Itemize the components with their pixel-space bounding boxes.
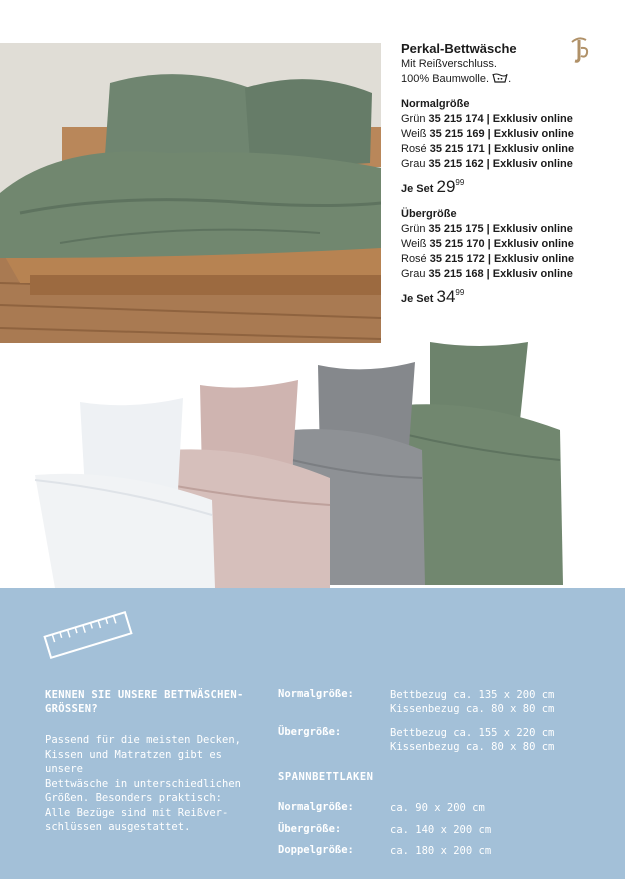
variant-row: Rosé 35 215 171 | Exklusiv online (401, 143, 575, 155)
fitted-row-over: Übergröße: ca. 140 x 200 cm (278, 823, 492, 836)
ruler-icon (42, 610, 134, 660)
info-question: KENNEN SIE UNSERE BETTWÄSCHEN-GRÖSSEN? (45, 689, 244, 715)
info-text: Passend für die meisten Decken, Kissen und Matratzen gibt es unsere Bettwäsche in unterschiedlichen Größen. Besonders praktisch: Alle Bezüge sind mit Reißver- schlüssen ausgestattet. (45, 734, 241, 833)
size-info-panel (0, 588, 625, 879)
variant-row: Weiß 35 215 170 | Exklusiv online (401, 238, 574, 250)
variant-row: Grün 35 215 174 | Exklusiv online (401, 113, 573, 125)
size-heading-normal: Normalgröße (401, 98, 470, 110)
variant-row: Rosé 35 215 172 | Exklusiv online (401, 253, 575, 265)
fitted-row-double: Doppelgröße: ca. 180 x 200 cm (278, 844, 492, 857)
bedding-collage (30, 340, 570, 590)
product-feature-zipper: Mit Reißverschluss. (401, 58, 497, 70)
fitted-row-normal: Normalgröße: ca. 90 x 200 cm (278, 801, 485, 814)
spannbettlaken-heading: SPANNBETTLAKEN (278, 771, 374, 783)
price-over: Je Set $34^{99}$ (401, 287, 465, 306)
variant-row: Weiß 35 215 169 | Exklusiv online (401, 128, 574, 140)
variant-row: Grau 35 215 162 | Exklusiv online (401, 158, 573, 170)
wash-30-icon (492, 72, 508, 83)
product-info (401, 40, 616, 307)
price-normal: Je Set $29^{99}$ (401, 177, 465, 196)
product-feature-cotton: 100% Baumwolle. . (401, 73, 512, 85)
product-title: Perkal-Bettwäsche (401, 41, 517, 56)
variant-row: Grau 35 215 168 | Exklusiv online (401, 268, 573, 280)
size-row-normal: Normalgröße: Bettbezug ca. 135 x 200 cm Kissenbezug ca. 80 x 80 cm (278, 688, 555, 715)
bedroom-photo (0, 43, 381, 343)
size-heading-over: Übergröße (401, 208, 457, 220)
size-row-over: Übergröße: Bettbezug ca. 155 x 220 cm Kissenbezug ca. 80 x 80 cm (278, 726, 555, 753)
variant-row: Grün 35 215 175 | Exklusiv online (401, 223, 573, 235)
